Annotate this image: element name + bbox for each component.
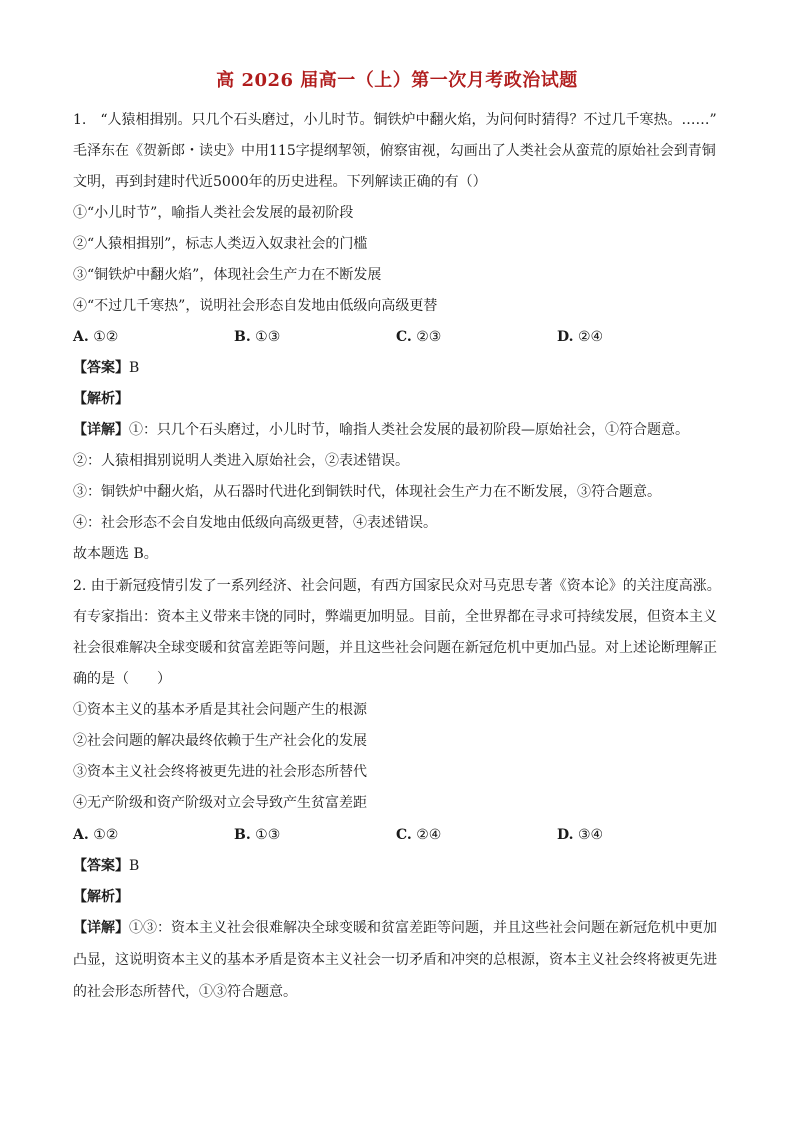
q2-item: ①资本主义的基本矛盾是其社会问题产生的根源 — [73, 702, 367, 718]
q2-answer: 【答案】B — [73, 858, 140, 874]
q1-item: ②“人猿相揖别”，标志人类迈入奴隶社会的门槛 — [73, 236, 368, 252]
q1-stem-line: 文明，再到封建时代近5000年的历史进程。下列解读正确的有（） — [73, 174, 487, 190]
q2-stem-line: 确的是（ ） — [73, 671, 171, 687]
q1-item: ①“小儿时节”，喻指人类社会发展的最初阶段 — [73, 205, 354, 221]
q2-stem-line: 社会很难解决全球变暖和贫富差距等问题，并且这些社会问题在新冠危机中更加凸显。对上述论断理解正 — [73, 640, 717, 656]
q1-detail-line: ②：人猿相揖别说明人类进入原始社会，②表述错误。 — [73, 453, 409, 469]
q1-detail-line: ④：社会形态不会自发地由低级向高级更替，④表述错误。 — [73, 515, 437, 531]
q1-option-b: B. ①③ — [234, 329, 281, 345]
q1-item: ④“不过几千寒热”，说明社会形态自发地由低级向高级更替 — [73, 298, 438, 314]
q2-item: ②社会问题的解决最终依赖于生产社会化的发展 — [73, 733, 367, 749]
q1-detail-line: 【详解】①：只几个石头磨过，小儿时节，喻指人类社会发展的最初阶段—原始社会，①符合题意。 — [73, 422, 689, 438]
q1-option-d: D. ②④ — [557, 329, 604, 345]
q2-detail-line: 凸显，这说明资本主义的基本矛盾是资本主义社会一切矛盾和冲突的总根源，资本主义社会终将被更先进 — [73, 952, 717, 968]
q2-stem-line: 有专家指出：资本主义带来丰饶的同时，弊端更加明显。目前，全世界都在寻求可持续发展，但资本主义 — [73, 609, 717, 625]
q1-option-a: A. ①② — [73, 329, 119, 345]
q1-stem-line: 1. “人猿相揖别。只几个石头磨过，小儿时节。铜铁炉中翻火焰，为问何时猜得？不过几千寒热。……” — [73, 112, 717, 128]
page-title: 高 2026 届高一（上）第一次月考政治试题 — [216, 70, 578, 91]
q1-detail-line: ③：铜铁炉中翻火焰，从石器时代进化到铜铁时代，体现社会生产力在不断发展，③符合题意。 — [73, 484, 661, 500]
q2-detail-line: 的社会形态所替代，①③符合题意。 — [73, 984, 297, 1000]
q2-option-d: D. ③④ — [557, 827, 604, 843]
q1-conclusion: 故本题选 B。 — [73, 546, 158, 562]
q2-item: ④无产阶级和资产阶级对立会导致产生贫富差距 — [73, 795, 367, 811]
q2-option-c: C. ②④ — [396, 827, 442, 843]
q1-analysis-label: 【解析】 — [73, 391, 129, 407]
q1-answer: 【答案】B — [73, 360, 140, 376]
q2-option-b: B. ①③ — [234, 827, 281, 843]
q2-option-a: A. ①② — [73, 827, 119, 843]
q1-item: ③“铜铁炉中翻火焰”，体现社会生产力在不断发展 — [73, 267, 382, 283]
q2-item: ③资本主义社会终将被更先进的社会形态所替代 — [73, 764, 367, 780]
q1-stem-line: 毛泽东在《贺新郎・读史》中用115字提纲挈领，俯察宙视，勾画出了人类社会从蛮荒的原始社会到青铜 — [73, 143, 716, 159]
q1-option-c: C. ②③ — [396, 329, 442, 345]
q2-stem-line: 2. 由于新冠疫情引发了一系列经济、社会问题，有西方国家民众对马克思专著《资本论》的关注度高涨。 — [73, 578, 721, 594]
q2-detail-line: 【详解】①③：资本主义社会很难解决全球变暖和贫富差距等问题，并且这些社会问题在新冠危机中更加 — [73, 920, 717, 936]
q2-analysis-label: 【解析】 — [73, 889, 129, 905]
